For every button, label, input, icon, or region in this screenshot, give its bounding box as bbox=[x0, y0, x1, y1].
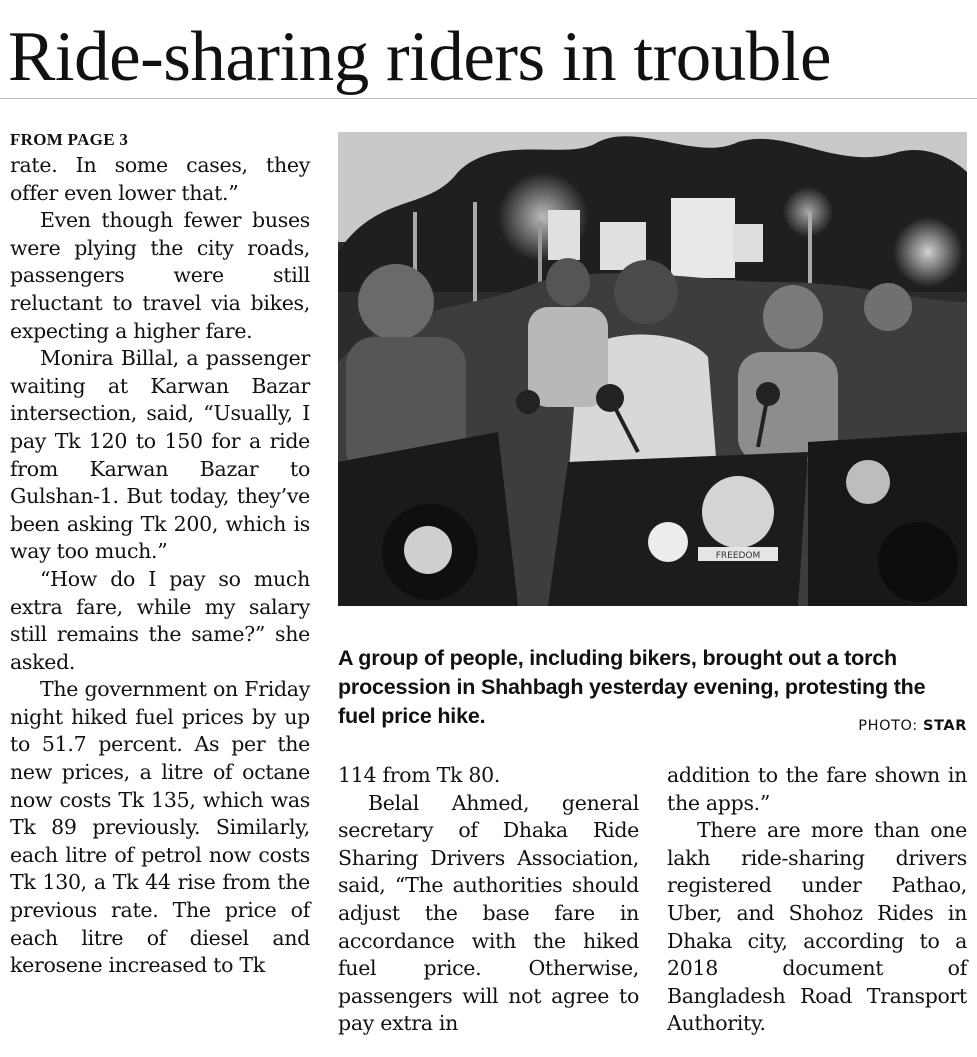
paragraph: Belal Ahmed, general secretary of Dhaka Ride Sharing Drivers Association, said, “The authorities should adjust the base fare in accordance with the hiked fuel price. Otherwise, passengers will not agree to pay extra in bbox=[338, 790, 639, 1036]
paragraph: Even though fewer buses were plying the city roads, passengers were still reluctant to travel via bikes, expecting a higher fare. bbox=[10, 208, 310, 343]
paragraph: 114 from Tk 80. bbox=[338, 763, 501, 787]
photo-credit bbox=[858, 718, 967, 734]
paragraph: “How do I pay so much extra fare, while my salary still remains the same?” she asked. bbox=[10, 566, 310, 674]
continuation-kicker: FROM PAGE 3 bbox=[10, 130, 129, 149]
article-column-3 bbox=[667, 762, 967, 1038]
photo-credit-source: STAR bbox=[923, 718, 967, 734]
photo-credit-label: PHOTO: bbox=[858, 718, 918, 734]
protest-sign bbox=[733, 224, 763, 262]
photo-illustration bbox=[338, 132, 967, 606]
article-column-2 bbox=[338, 762, 639, 1038]
headline: Ride-sharing riders in trouble bbox=[8, 18, 831, 96]
protest-sign bbox=[548, 210, 580, 260]
paragraph: The government on Friday night hiked fuel prices by up to 51.7 percent. As per the new prices, a litre of octane now costs Tk 135, which was Tk 89 previously. Similarly, each litre of petrol now costs Tk 130, a Tk 44 rise from the previous rate. The price of each litre of diesel and kerosene increased to Tk bbox=[10, 677, 310, 978]
headline-divider bbox=[0, 98, 977, 99]
paragraph: There are more than one lakh ride-sharing drivers registered under Pathao, Uber, and Shohoz Rides in Dhaka city, according to a 2018 document of Bangladesh Road Transport Authority. bbox=[667, 818, 967, 1036]
news-photo bbox=[338, 132, 967, 606]
paragraph: rate. In some cases, they offer even lower that.” bbox=[10, 153, 310, 205]
protest-sign bbox=[671, 198, 735, 278]
article-column-1 bbox=[10, 130, 310, 980]
license-plate: FREEDOM bbox=[715, 551, 761, 561]
photo-caption: A group of people, including bikers, brought out a torch procession in Shahbagh yesterday evening, protesting the fuel price hike. bbox=[338, 646, 926, 728]
paragraph: Monira Billal, a passenger waiting at Karwan Bazar intersection, said, “Usually, I pay Tk 120 to 150 for a ride from Karwan Bazar to Gulshan-1. But today, they’ve been asking Tk 200, which is way too much.” bbox=[10, 346, 310, 564]
paragraph: addition to the fare shown in the apps.” bbox=[667, 763, 967, 815]
